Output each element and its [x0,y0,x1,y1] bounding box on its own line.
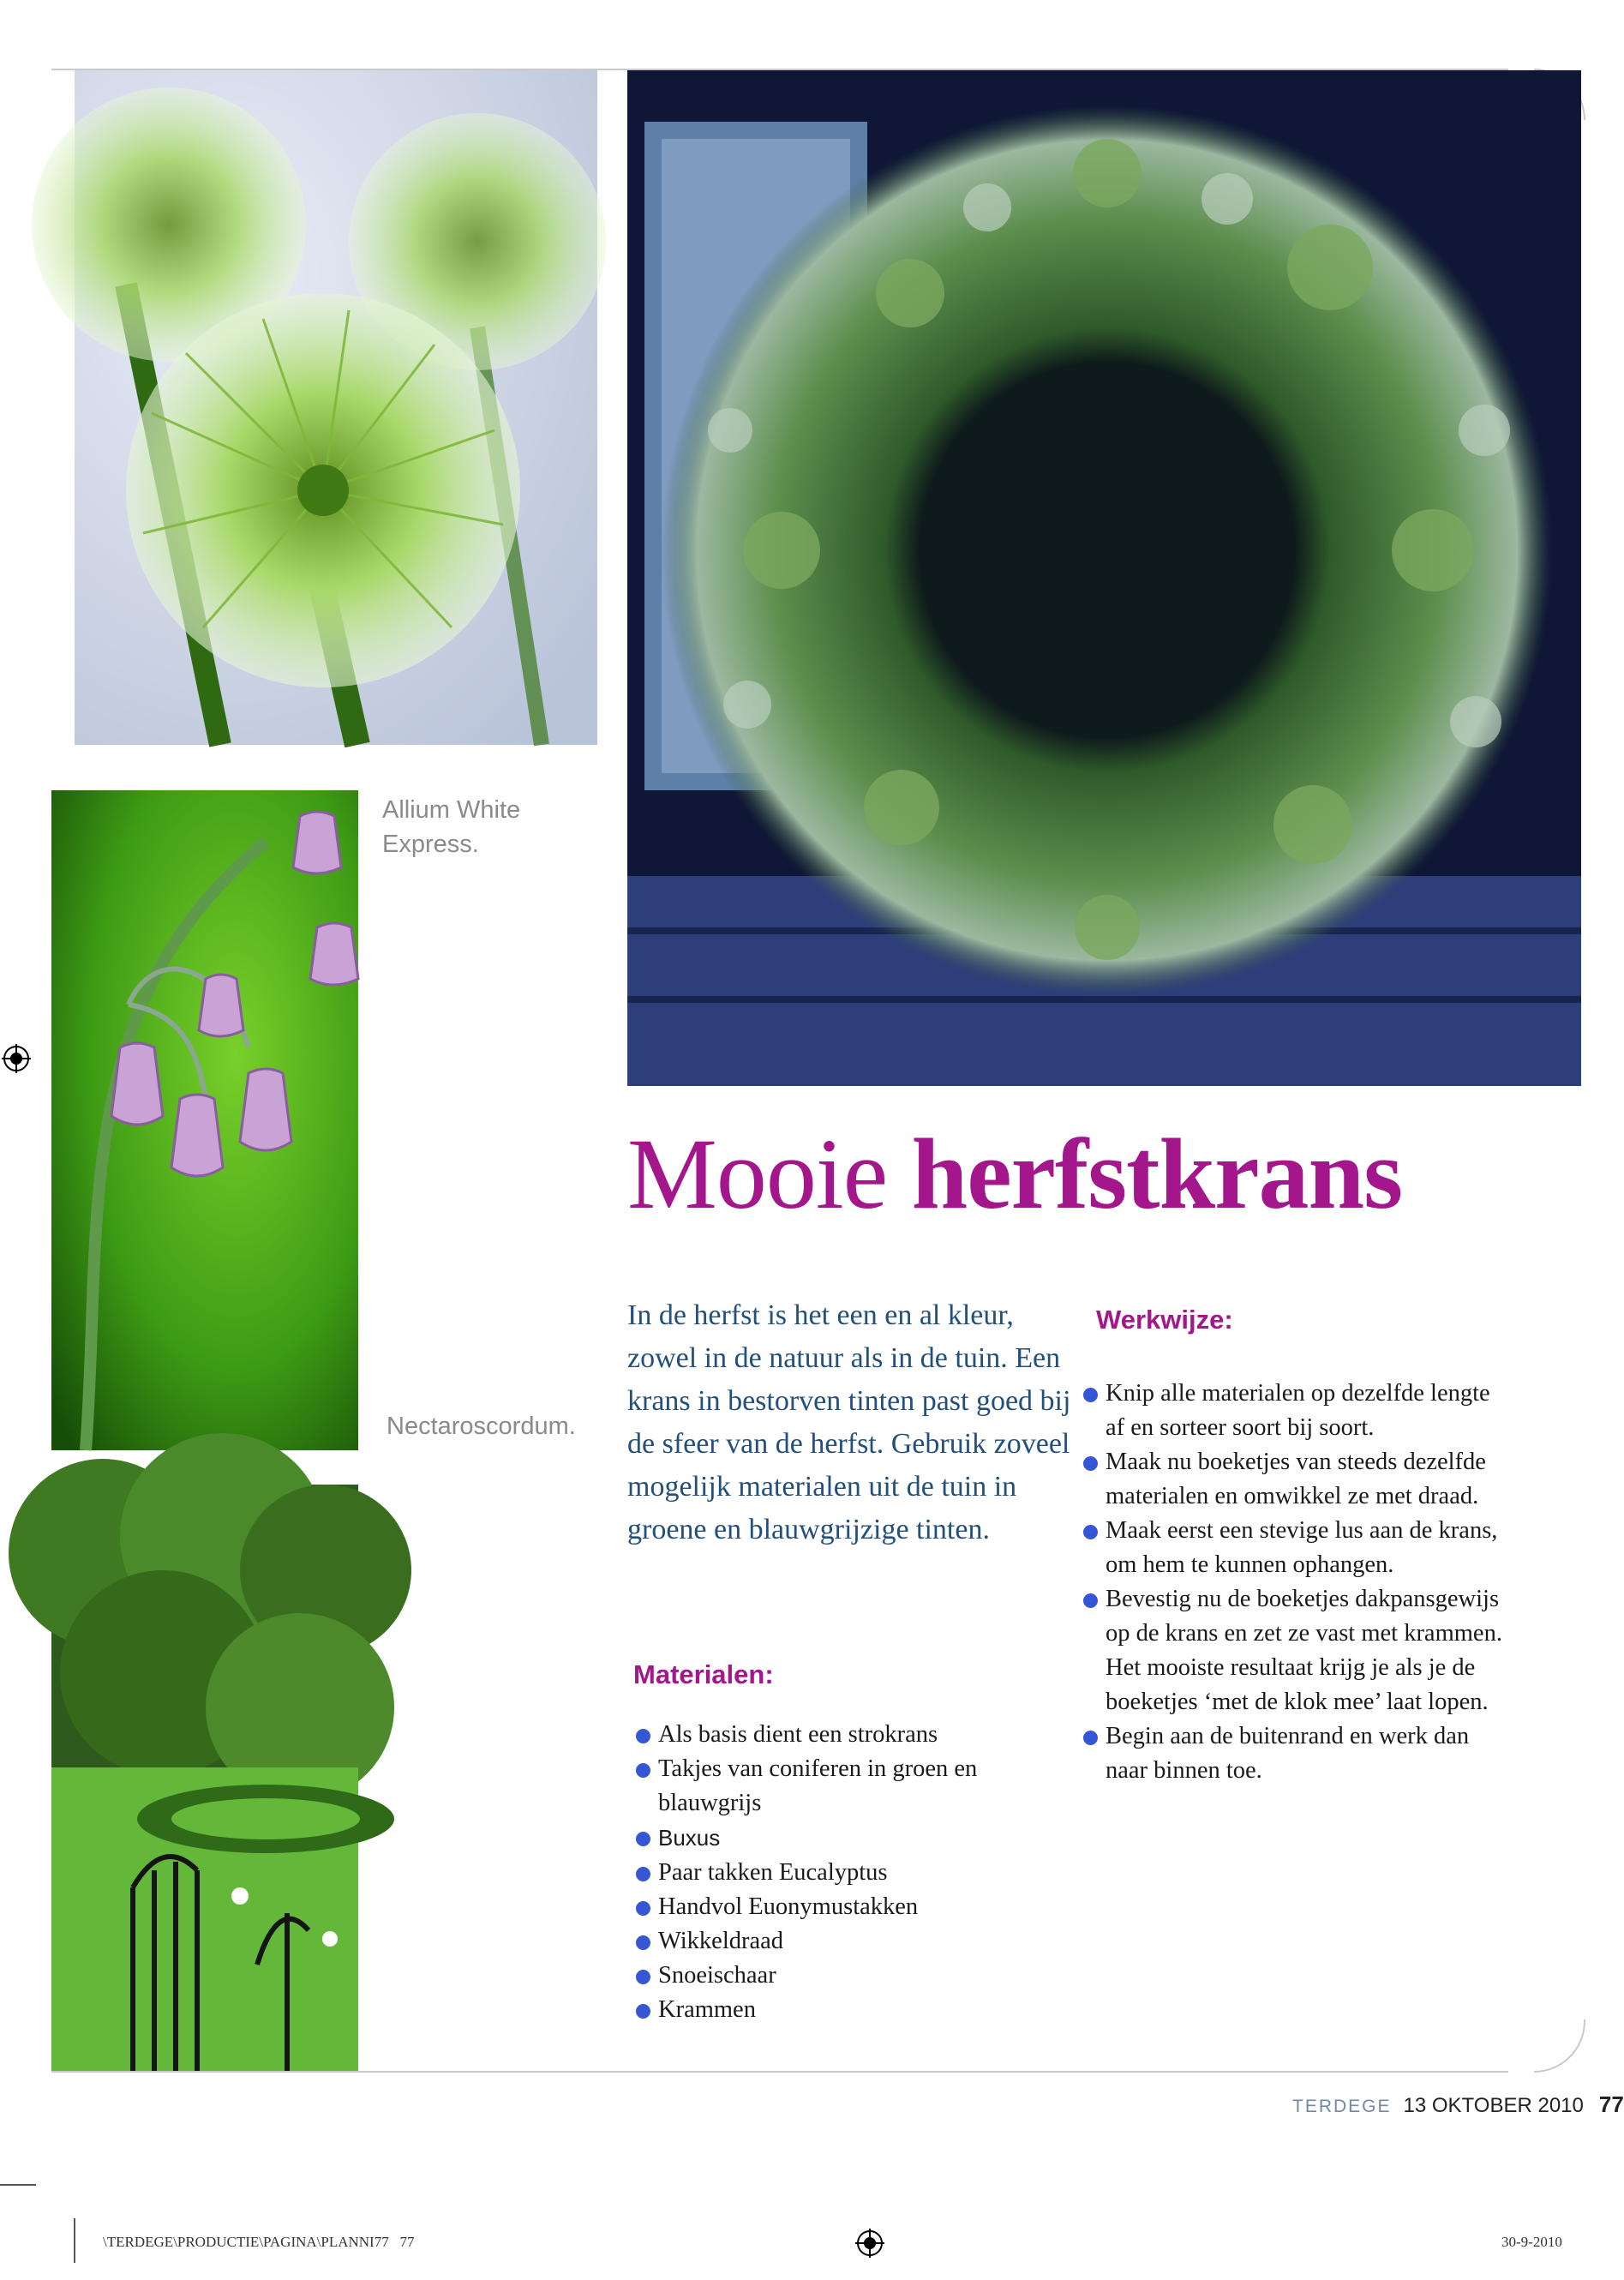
crop-mark [0,2184,36,2186]
list-item: Buxus [634,1821,1063,1856]
registration-mark-icon [855,2229,884,2258]
bullet-icon [636,1867,650,1881]
bullet-icon [1083,1388,1098,1402]
title-bold: herfstkrans [911,1118,1403,1230]
list-item: Wikkeldraad [634,1924,1063,1959]
intro-paragraph: In de herfst is het een en al kleur, zowel in de natuur als in de tuin. Een krans in bestorven tinten past goed bij de sfeer van de herfst. Gebruik zoveel mogelijk materialen uit de tuin in groene en blauwgrijzige tinten. [627,1299,1071,1545]
materialen-list [634,1718,1063,2027]
bullet-icon [636,1832,650,1846]
list-item: Begin aan de buitenrand en werk dan naar binnen toe. [1082,1719,1506,1788]
bottom-right-corner-rule [1534,2019,1585,2073]
list-item: Maak nu boeketjes van steeds dezelfde materialen en omwikkel ze met draad. [1082,1445,1506,1514]
allium-photo [75,70,597,745]
list-item: Als basis dient een strokrans [634,1718,1063,1752]
list-item: Krammen [634,1993,1063,2027]
page-footer [1292,2091,1624,2118]
list-item: Snoeischaar [634,1959,1063,1993]
bottom-rule [51,2071,1508,2073]
caption-allium: Allium White Express. [382,796,521,858]
list-item: Takjes van coniferen in groen en blauwgrijs [634,1752,1063,1821]
garden-photo [51,1485,358,2071]
bullet-icon [1083,1525,1098,1539]
title-light: Mooie [627,1118,888,1230]
list-item: Handvol Euonymustakken [634,1890,1063,1924]
page-title [627,1119,1402,1230]
slug-path: \TERDEGE\PRODUCTIE\PAGINA\PLANNI77 77 [103,2234,415,2250]
slug-date: 30-9-2010 [1501,2234,1562,2250]
bullet-icon [636,1763,650,1778]
list-item: Paar takken Eucalyptus [634,1856,1063,1890]
bullet-icon [636,2004,650,2019]
crop-mark [74,2218,75,2263]
registration-mark-icon [2,1044,31,1073]
bullet-icon [1083,1731,1098,1745]
werkwijze-heading: Werkwijze: [1096,1305,1233,1335]
footer-date: 13 OKTOBER 2010 [1403,2094,1584,2117]
materialen-heading: Materialen: [633,1659,774,1689]
bullet-icon [636,1935,650,1950]
bullet-icon [1083,1456,1098,1471]
bullet-icon [636,1901,650,1916]
bullet-icon [636,1729,650,1743]
bullet-icon [636,1970,650,1984]
wreath-photo [627,70,1581,1086]
werkwijze-list [1082,1377,1506,1788]
nectaroscordum-photo [51,790,358,1450]
caption-nectaroscordum: Nectaroscordum. [387,1413,576,1440]
list-item: Maak eerst een stevige lus aan de krans, om hem te kunnen ophangen. [1082,1514,1506,1582]
bullet-icon [1083,1593,1098,1608]
list-item: Knip alle materialen op dezelfde lengte af en sorteer soort bij soort. [1082,1377,1506,1445]
footer-page-number: 77 [1598,2091,1624,2117]
list-item: Bevestig nu de boeketjes dakpansgewijs op de krans en zet ze vast met krammen. Het mooiste resultaat krijg je als je de boeketjes ‘met de klok mee’ laat lopen. [1082,1582,1506,1719]
footer-magazine: TERDEGE [1292,2097,1392,2116]
